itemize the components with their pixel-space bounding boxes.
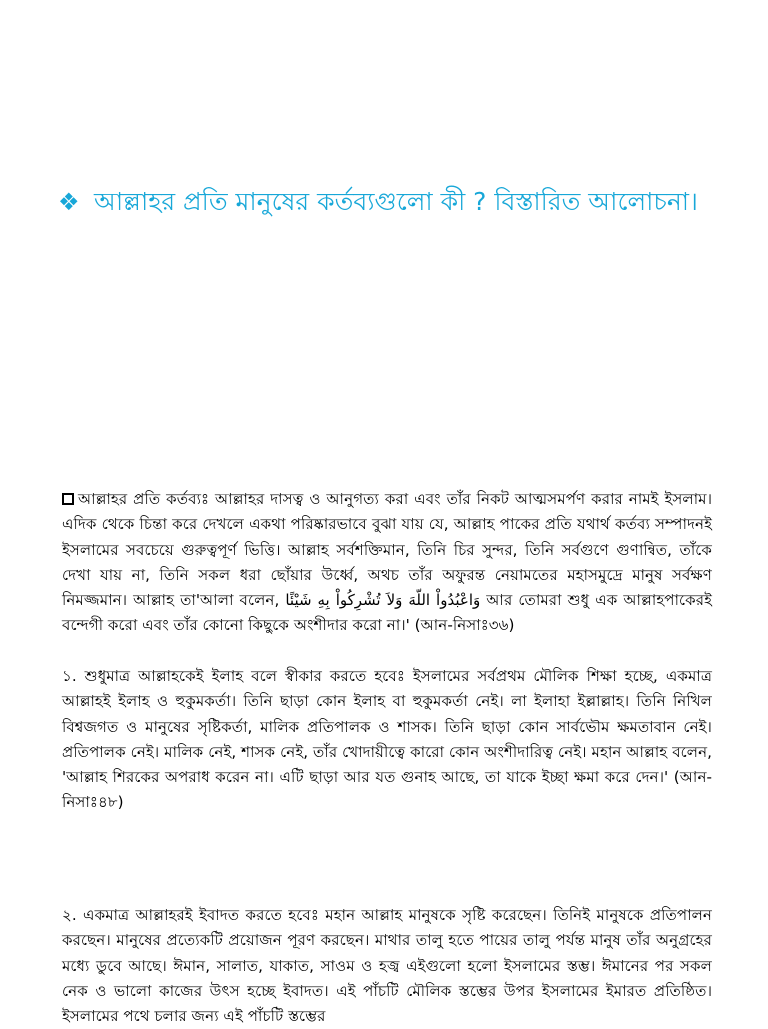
paragraph-point-1: ১. শুধুমাত্র আল্লাহকেই ইলাহ বলে স্বীকার করতে হবেঃ ইসলামের সর্বপ্রথম মৌলিক শিক্ষা হচ্ছে, একমাত্র আল্লাহই ইলাহ ও হুকুমকর্তা। তিনি ছাড়া কোন ইলাহ বা হুকুমকর্তা নেই। লা ইলাহা ইল্লাল্লাহ। তিনি নিখিল বিশ্বজগত ও মানুষের সৃষ্টিকর্তা, মালিক প্রতিপালক ও শাসক। তিনি ছাড়া কোন সার্বভৌম ক্ষমতাবান নেই। প্রতিপালক নেই। মালিক নেই, শাসক নেই, তাঁর খোদায়ীত্বে কারো কোন অংশীদারিত্ব নেই। মহান আল্লাহ বলেন, 'আল্লাহ শিরকের অপরাধ করেন না। এটি ছাড়া আর যত গুনাহ আছে, তা যাকে ইচ্ছা ক্ষমা করে দেন।' (আন-নিসাঃ৪৮) bbox=[62, 667, 712, 812]
heading-title: আল্লাহর প্রতি মানুষের কর্তব্যগুলো কী ? বিস্তারিত আলোচনা। bbox=[94, 187, 698, 216]
paragraph1-lead: আল্লাহর প্রতি কর্তব্যঃ আল্লাহর দাসত্ব ও আনুগত্য করা এবং তাঁর নিকট আত্মসমর্পণ করার নামই ইসলাম। এদিক থেকে চিন্তা করে দেখলে একথা পরিষ্কারভাবে বুঝা যায় যে, আল্লাহ পাকের প্রতি যথার্থ কর্তব্য সম্পাদনই ইসলামের সবচেয়ে গুরুত্বপূর্ণ ভিত্তি। আল্লাহ সর্বশক্তিমান, তিনি চির সুন্দর, তিনি সর্বগুণে গুণান্বিত, তাঁকে দেখা যায় না, তিনি সকল ধরা ছোঁয়ার উর্ধ্বে, অথচ তাঁর অফুরন্ত নেয়ামতের মহাসমুদ্রে মানুষ সর্বক্ষণ নিমজ্জমান। আল্লাহ তা'আলা বলেন, bbox=[62, 490, 712, 610]
diamond-bullet-icon: ❖ bbox=[58, 188, 80, 216]
checkbox-icon bbox=[62, 493, 74, 505]
paragraph1-tail: আর তোমরা শুধু এক আল্লাহপাকেরই বন্দেগী করো এবং তাঁর কোনো কিছুকে অংশীদার করো না।' (আন-নিসাঃ৩৬) bbox=[62, 591, 713, 635]
paragraph-duties-to-allah bbox=[62, 487, 712, 639]
paragraph-point-2: ২. একমাত্র আল্লাহরই ইবাদত করতে হবেঃ মহান আল্লাহ মানুষকে সৃষ্টি করেছেন। তিনিই মানুষকে প্রতিপালন করছেন। মানুষের প্রত্যেকটি প্রয়োজন পূরণ করছেন। মাথার তালু হতে পায়ের তালু পর্যন্ত মানুষ তাঁর অনুগ্রহের মধ্যে ডুবে আছে। ঈমান, সালাত, যাকাত, সাওম ও হজ্ব এইগুলো হলো ইসলামের স্তম্ভ। ঈমানের পর সকল নেক ও ভালো কাজের উৎস হচ্ছে ইবাদত। এই পাঁচটি মৌলিক স্তম্ভের উপর ইসলামের ইমারত প্রতিষ্ঠিত। ইসলামের পথে চলার জন্য এই পাঁচটি স্তম্ভের bbox=[62, 906, 712, 1026]
arabic-verse: وَاعْبُدُواْ اللّهَ وَلاَ تُشْرِكُواْ بِهِ شَيْئًا bbox=[285, 591, 481, 610]
section-heading bbox=[58, 183, 718, 221]
